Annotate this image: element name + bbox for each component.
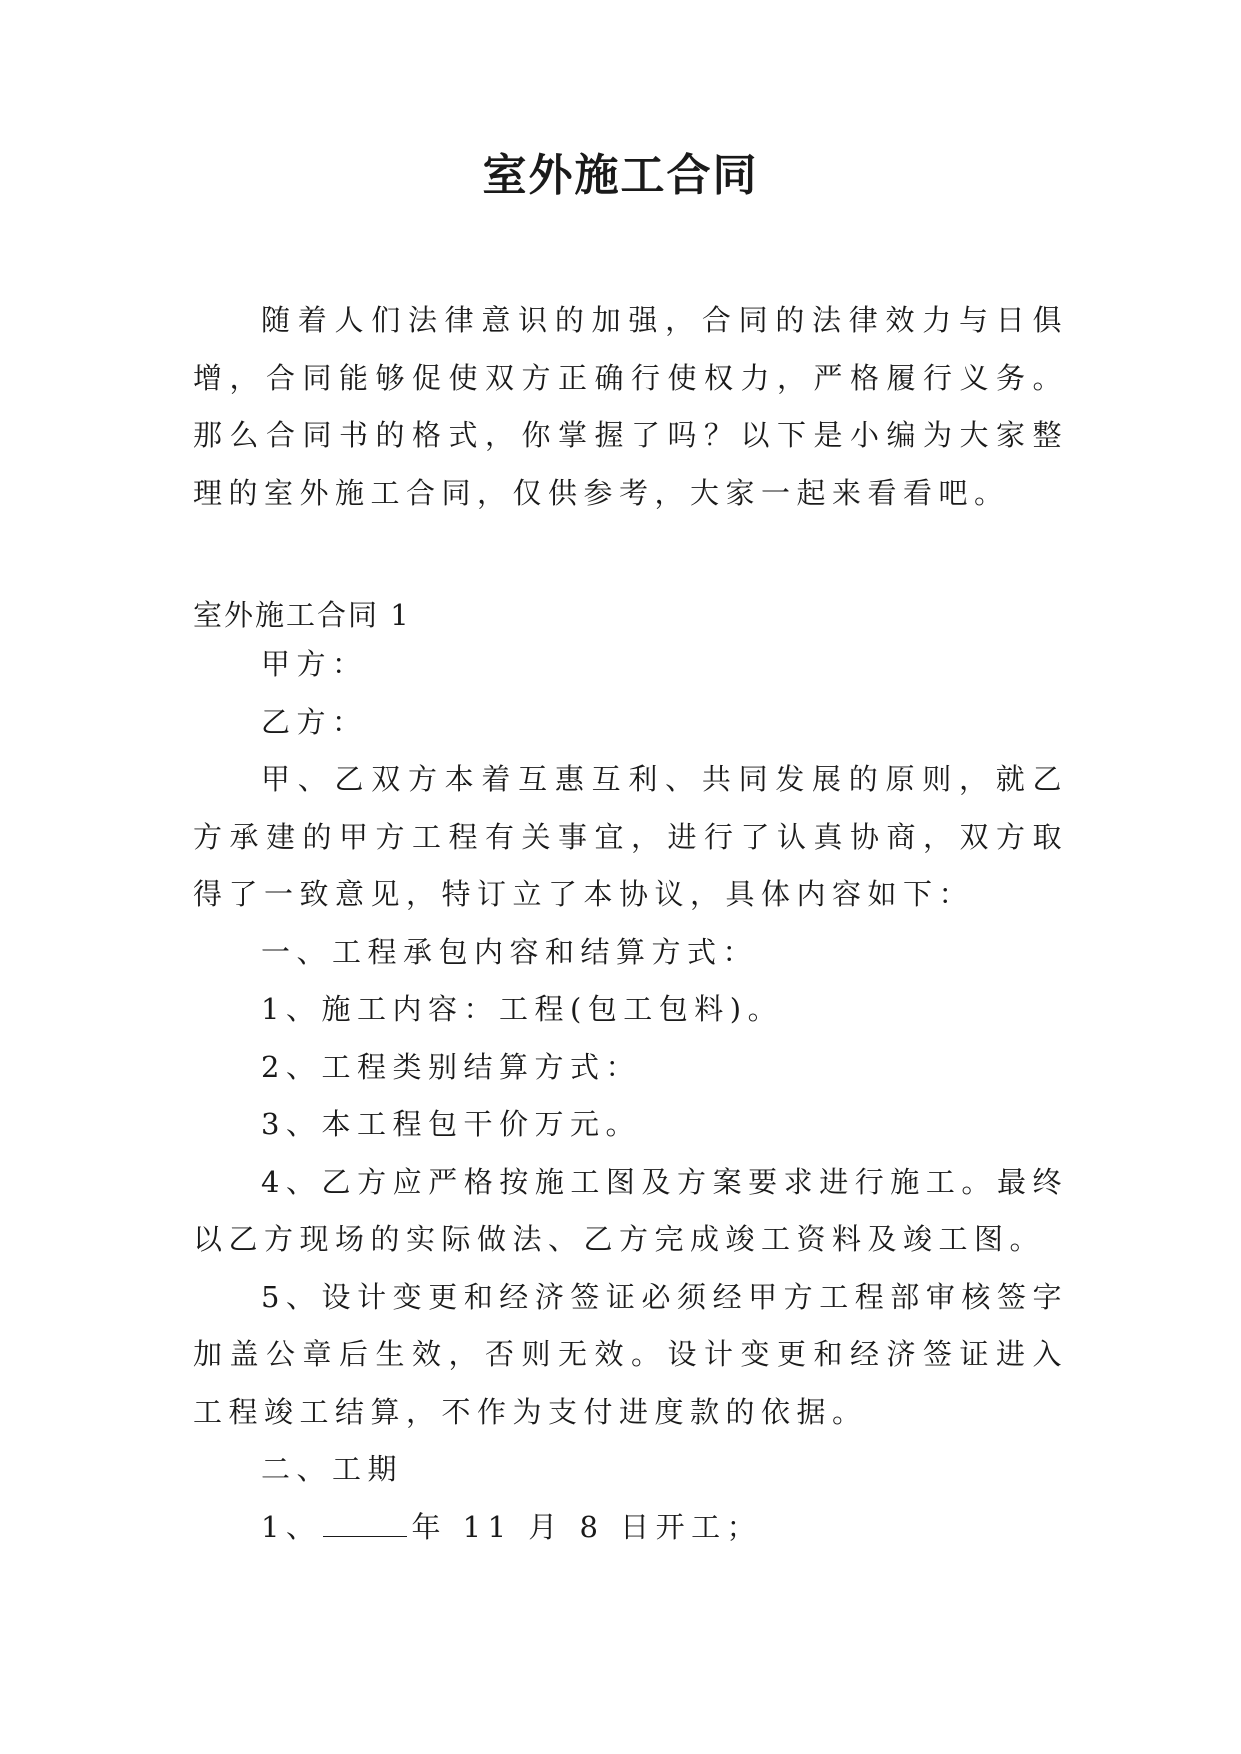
preamble-paragraph: 甲、乙双方本着互惠互利、共同发展的原则，就乙方承建的甲方工程有关事宜，进行了认真协商，双方取得了一致意见，特订立了本协议，具体内容如下： <box>193 762 1068 911</box>
article-1-item-1: 1、施工内容：工程(包工包料)。 <box>261 992 784 1026</box>
section-heading: 室外施工合同 1 <box>193 598 411 632</box>
party-b-line: 乙方： <box>261 704 368 739</box>
article-1-item-3: 3、本工程包干价万元。 <box>261 1107 641 1141</box>
item-number: 1、 <box>261 1509 322 1544</box>
article-2-heading: 二、工期 <box>261 1452 404 1486</box>
article-2-item-1 <box>193 1499 1068 1557</box>
article-1-heading: 一、工程承包内容和结算方式： <box>261 934 759 969</box>
contract-body <box>193 636 1068 1556</box>
article-1-item-4: 4、乙方应严格按施工图及方案要求进行施工。最终以乙方现场的实际做法、乙方完成竣工资料及竣工图。 <box>193 1164 1068 1256</box>
party-a-line: 甲方： <box>261 647 368 681</box>
article-1-item-2: 2、工程类别结算方式： <box>261 1049 641 1084</box>
date-blank <box>323 1512 407 1537</box>
start-date-text: 年 11 月 8 日开工； <box>411 1509 763 1544</box>
article-1-item-5: 5、设计变更和经济签证必须经甲方工程部审核签字加盖公章后生效，否则无效。设计变更和经济签证进入工程竣工结算，不作为支付进度款的依据。 <box>193 1279 1068 1429</box>
intro-paragraph: 随着人们法律意识的加强，合同的法律效力与日俱增，合同能够促使双方正确行使权力，严格履行义务。那么合同书的格式，你掌握了吗？以下是小编为大家整理的室外施工合同，仅供参考，大家一起来看看吧。 <box>193 303 1068 510</box>
document-title: 室外施工合同 <box>482 150 759 201</box>
